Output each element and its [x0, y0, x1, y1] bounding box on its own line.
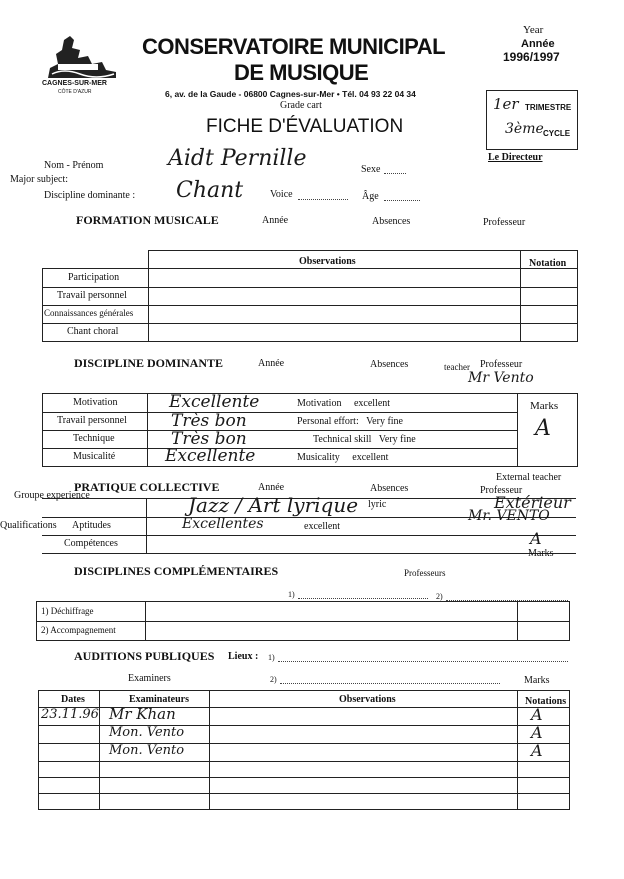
- age-label: Âge: [362, 191, 379, 202]
- audition-examiner: Mon. Vento: [109, 743, 185, 758]
- dominante-hand-value: Très bon: [171, 411, 247, 431]
- major-label: Major subject:: [10, 174, 69, 185]
- sex-label: Sexe: [361, 164, 381, 175]
- formation-row-label: Travail personnel: [57, 290, 127, 301]
- collective-excellent: excellent: [304, 521, 341, 532]
- dominante-hand-value: Très bon: [171, 429, 247, 449]
- complementaires-p1-line: [298, 598, 428, 599]
- dominante-table: [42, 393, 578, 467]
- dominante-marks-label: Marks: [530, 400, 559, 412]
- auditions-col-observations: Observations: [339, 694, 396, 705]
- collective-competences: Compétences: [64, 538, 118, 549]
- formation-absences: Absences: [372, 216, 411, 227]
- complementaires-row: 1) Déchiffrage: [41, 606, 94, 616]
- collective-professeur: Professeur: [480, 485, 523, 496]
- dominante-teacher-en: teacher: [444, 362, 470, 372]
- dominante-row-label: Technique: [73, 433, 115, 444]
- voice-field: [298, 199, 348, 200]
- collective-heading: PRATIQUE COLLECTIVE: [74, 480, 220, 494]
- formation-row-label: Connaissances générales: [44, 308, 134, 318]
- dominante-hand-value: Excellente: [169, 392, 260, 412]
- dominante-annee: Année: [258, 358, 285, 369]
- formation-row-label: Participation: [68, 272, 120, 283]
- collective-external-teacher: External teacher: [496, 472, 562, 483]
- collective-marks: Marks: [528, 548, 554, 559]
- dominante-translation: Motivation excellent: [297, 398, 391, 409]
- conservatoire-title: CONSERVATOIRE MUNICIPAL: [142, 34, 446, 59]
- complementaires-p2: 2): [436, 592, 443, 601]
- cycle-number: 3ème: [505, 121, 544, 137]
- formation-professeur: Professeur: [483, 217, 526, 228]
- formation-col-notation: Notation: [529, 258, 567, 269]
- collective-group-experience: Groupe experience: [14, 490, 90, 501]
- cycle-label: CYCLE: [543, 129, 571, 138]
- discipline-label: Discipline dominante :: [44, 190, 136, 201]
- collective-teacher-hand: Mr. VENTO: [468, 508, 550, 524]
- town-region: CÔTE D'AZUR: [58, 89, 92, 95]
- formation-heading: FORMATION MUSICALE: [76, 213, 219, 227]
- trimestre-label: TRIMESTRE: [525, 103, 572, 112]
- year-label-en: Year: [523, 24, 544, 36]
- year-value: 1996/1997: [503, 50, 560, 64]
- collective-absences: Absences: [370, 483, 409, 494]
- auditions-table: [38, 690, 570, 810]
- age-field: [384, 200, 420, 201]
- dominante-heading: DISCIPLINE DOMINANTE: [74, 356, 224, 370]
- complementaires-row: 2) Accompagnement: [41, 625, 116, 635]
- collective-aptitudes: Aptitudes: [72, 520, 111, 531]
- auditions-col-notations: Notations: [525, 696, 567, 707]
- dominante-row-label: Musicalité: [73, 451, 116, 462]
- auditions-l2-line: [280, 683, 500, 684]
- director-label: Le Directeur: [488, 152, 543, 163]
- formation-rows: [42, 268, 578, 342]
- name-label: Nom - Prénom: [44, 160, 104, 171]
- collective-grade: A: [530, 529, 542, 548]
- collective-table: [42, 493, 576, 554]
- trimestre-number: 1er: [493, 95, 519, 113]
- auditions-heading: AUDITIONS PUBLIQUES: [74, 649, 215, 663]
- complementaires-table: [36, 601, 570, 641]
- auditions-col-examinateurs: Examinateurs: [129, 694, 189, 705]
- formation-col-observations: Observations: [299, 256, 356, 267]
- formation-annee: Année: [262, 215, 289, 226]
- collective-lyric: lyric: [368, 499, 387, 510]
- auditions-marks: Marks: [524, 675, 550, 686]
- town-name: CAGNES-SUR-MER: [42, 80, 107, 87]
- conservatoire-title-2: DE MUSIQUE: [234, 60, 369, 85]
- audition-note: A: [531, 723, 543, 742]
- dominante-translation: Musicality excellent: [297, 452, 389, 463]
- dominante-teacher-value: Mr Vento: [468, 370, 534, 386]
- dominante-grade: A: [535, 416, 551, 441]
- town-logo: [44, 34, 120, 94]
- dominante-hand-value: Excellente: [165, 446, 256, 466]
- auditions-lieux: Lieux :: [228, 651, 259, 662]
- audition-date: 23.11.96: [41, 707, 99, 722]
- auditions-l2: 2): [270, 675, 277, 684]
- auditions-examiners: Examiners: [128, 673, 171, 684]
- dominante-translation: Technical skill Very fine: [313, 434, 416, 445]
- formation-table: [148, 250, 578, 269]
- collective-ext-hand: Extérieur: [494, 493, 571, 512]
- complementaires-heading: DISCIPLINES COMPLÉMENTAIRES: [74, 564, 279, 578]
- year-label-fr: Année: [521, 38, 555, 50]
- audition-note: A: [531, 741, 543, 760]
- dominante-absences: Absences: [370, 359, 409, 370]
- auditions-l1-line: [278, 661, 568, 662]
- complementaires-p1: 1): [288, 590, 295, 599]
- audition-examiner: Mr Khan: [109, 705, 176, 723]
- dominante-professeur: Professeur: [480, 359, 523, 370]
- town-logo-icon: [44, 34, 120, 80]
- conservatoire-address: 6, av. de la Gaude - 06800 Cagnes-sur-Mer • Tél. 04 93 22 04 34: [165, 89, 416, 99]
- collective-aptitudes-hand: Excellentes: [182, 516, 264, 532]
- trimestre-box: [486, 90, 578, 150]
- collective-annee: Année: [258, 482, 285, 493]
- auditions-l1: 1): [268, 653, 275, 662]
- voice-label: Voice: [270, 189, 293, 200]
- complementaires-professeurs: Professeurs: [404, 568, 446, 578]
- audition-note: A: [531, 705, 543, 724]
- discipline-value: Chant: [176, 178, 244, 203]
- audition-examiner: Mon. Vento: [109, 725, 185, 740]
- formation-row-label: Chant choral: [67, 326, 119, 337]
- name-value: Aidt Pernille: [168, 146, 307, 171]
- auditions-col-dates: Dates: [61, 694, 85, 705]
- form-title: FICHE D'ÉVALUATION: [206, 116, 404, 137]
- dominante-row-label: Travail personnel: [57, 415, 127, 426]
- dominante-row-label: Motivation: [73, 397, 118, 408]
- dominante-translation: Personal effort: Very fine: [297, 416, 403, 427]
- collective-group-hand: Jazz / Art lyrique: [188, 493, 359, 517]
- sex-field: [384, 173, 406, 174]
- collective-qualifications: Qualifications: [0, 520, 57, 531]
- grade-note: Grade cart: [280, 100, 322, 111]
